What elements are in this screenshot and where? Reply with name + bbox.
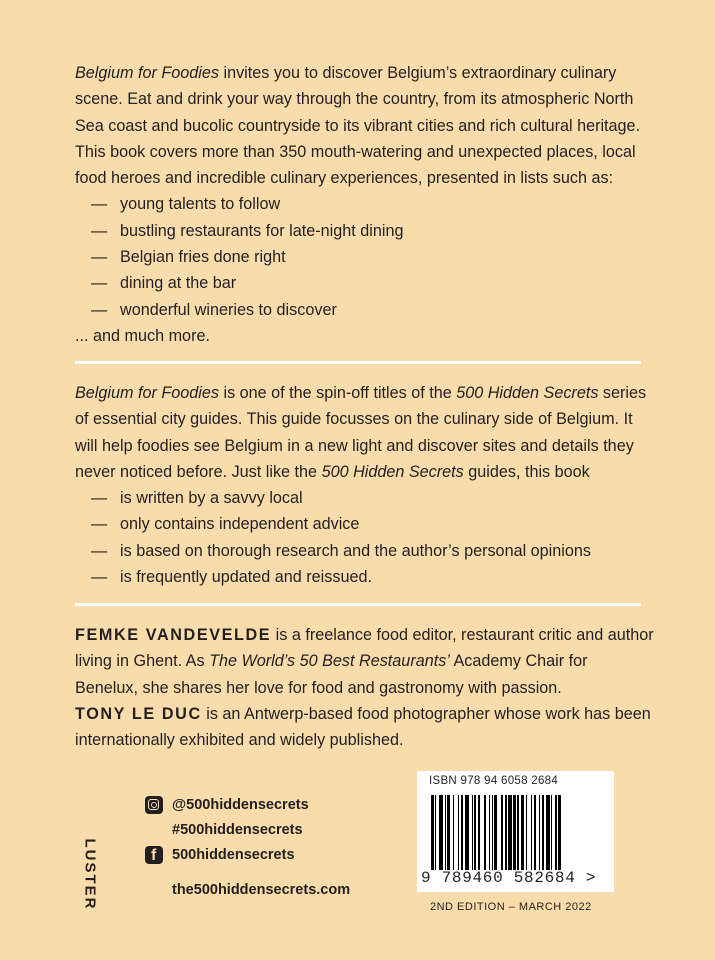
- barcode-bar: [472, 795, 473, 870]
- barcode-bar: [431, 795, 434, 870]
- list-item: [75, 191, 655, 217]
- list-item-text: is frequently updated and reissued.: [120, 568, 372, 587]
- intro-text: invites you to discover Belgium’s extraordinary culinary scene. Eat and drink your way through the country, from its atmospheric North Sea coast and bucolic countryside to its vibrant cities and rich cultural heritage. This book covers more than 350 mouth-watering and unexpected places, local food heroes and incredible culinary experiences, presented in lists such as:: [75, 64, 641, 188]
- dash-bullet: —: [91, 541, 108, 560]
- divider-1: [75, 361, 641, 364]
- list-item-text: is based on thorough research and the author’s personal opinions: [120, 541, 591, 560]
- barcode-bar: [531, 795, 532, 870]
- dash-bullet: —: [91, 274, 108, 293]
- author1-text-a: is a freelance food editor, restaurant critic and author living in Ghent. As: [75, 626, 654, 671]
- hashtag: #500hiddensecrets: [172, 822, 303, 838]
- barcode-bar: [492, 795, 493, 870]
- website-link[interactable]: the500hiddensecrets.com: [172, 882, 351, 898]
- barcode-bar: [453, 795, 454, 870]
- barcode-bar: [474, 795, 475, 870]
- barcode-bar: [508, 795, 512, 870]
- barcode-bar: [555, 795, 556, 870]
- barcode-bar: [539, 795, 540, 870]
- barcode-bar: [521, 795, 524, 870]
- barcode-bar: [546, 795, 550, 870]
- book-title-italic: Belgium for Foodies: [75, 64, 219, 82]
- barcode-bars: [431, 795, 601, 870]
- list-item: [75, 485, 655, 511]
- series-text-b: series of essential city guides. This guide focusses on the culinary side of Belgium. It will help foodies see Belgium in a new light and discover sites and details they never noticed before. Just like the: [75, 384, 647, 481]
- list-item: [75, 244, 655, 270]
- isbn-label: ISBN 978 94 6058 2684: [429, 775, 559, 787]
- award-name-italic: The World’s 50 Best Restaurants’: [209, 652, 450, 671]
- barcode-bar: [461, 795, 464, 870]
- barcode-bar: [478, 795, 479, 870]
- series-list: [75, 485, 655, 590]
- list-item-text: young talents to follow: [120, 195, 281, 214]
- author2-text: is an Antwerp-based food photographer whose work has been internationally exhibited and widely published.: [75, 704, 651, 750]
- intro-closing: ... and much more.: [75, 326, 210, 345]
- list-item-text: dining at the bar: [120, 274, 237, 293]
- facebook-icon: f: [145, 846, 163, 864]
- instagram-handle[interactable]: @500hiddensecrets: [172, 797, 309, 813]
- list-item-text: only contains independent advice: [120, 515, 360, 534]
- barcode: [417, 771, 614, 892]
- dash-bullet: —: [91, 568, 108, 587]
- barcode-bar: [505, 795, 506, 870]
- barcode-bar: [484, 795, 487, 870]
- barcode-bar: [513, 795, 516, 870]
- publisher-logo: LUSTER: [81, 838, 99, 911]
- barcode-bar: [445, 795, 446, 870]
- edition-info: 2ND EDITION – MARCH 2022: [430, 901, 592, 913]
- author1-name: FEMKE VANDEVELDE: [75, 626, 272, 644]
- divider-2: [75, 603, 641, 606]
- series-name-italic: 500 Hidden Secrets: [456, 384, 599, 402]
- dash-bullet: —: [91, 248, 108, 267]
- list-item-text: bustling restaurants for late-night dining: [120, 221, 404, 240]
- barcode-digits: 9 789460 582684 >: [421, 869, 597, 887]
- list-item: [75, 511, 655, 537]
- dash-bullet: —: [91, 221, 108, 240]
- instagram-icon: [145, 796, 163, 814]
- barcode-bar: [447, 795, 450, 870]
- series-text-a: is one of the spin-off titles of the: [218, 384, 457, 402]
- barcode-bar: [517, 795, 518, 870]
- list-item: [75, 297, 655, 323]
- author1-text-b: Academy Chair for Benelux, she shares her love for food and gastronomy with passion.: [75, 652, 588, 697]
- authors-section: [75, 622, 655, 753]
- dash-bullet: —: [91, 489, 108, 508]
- barcode-bar: [542, 795, 545, 870]
- intro-list: [75, 191, 655, 322]
- barcode-bar: [534, 795, 537, 870]
- barcode-bar: [558, 795, 561, 870]
- list-item: [75, 538, 655, 564]
- barcode-bar: [458, 795, 459, 870]
- list-item: [75, 270, 655, 296]
- barcode-bar: [501, 795, 502, 870]
- dash-bullet: —: [91, 300, 108, 319]
- series-text-c: guides, this book: [463, 462, 590, 481]
- list-item-text: wonderful wineries to discover: [120, 300, 337, 319]
- dash-bullet: —: [91, 195, 108, 214]
- author2-name: TONY LE DUC: [75, 704, 202, 723]
- series-section: [75, 380, 655, 590]
- barcode-bar: [494, 795, 497, 870]
- list-item-text: Belgian fries done right: [120, 248, 286, 267]
- intro-section: [75, 60, 655, 349]
- facebook-handle[interactable]: 500hiddensecrets: [172, 847, 295, 863]
- series-name-italic-2: 500 Hidden Secrets: [321, 462, 464, 481]
- list-item-text: is written by a savvy local: [120, 489, 303, 508]
- barcode-bar: [435, 795, 436, 870]
- barcode-bar: [439, 795, 443, 870]
- barcode-bar: [551, 795, 552, 870]
- dash-bullet: —: [91, 515, 108, 534]
- list-item: [75, 218, 655, 244]
- barcode-bar: [526, 795, 527, 870]
- barcode-bar: [489, 795, 490, 870]
- book-title-italic-2: Belgium for Foodies: [75, 384, 219, 402]
- list-item: [75, 564, 655, 590]
- barcode-bar: [465, 795, 469, 870]
